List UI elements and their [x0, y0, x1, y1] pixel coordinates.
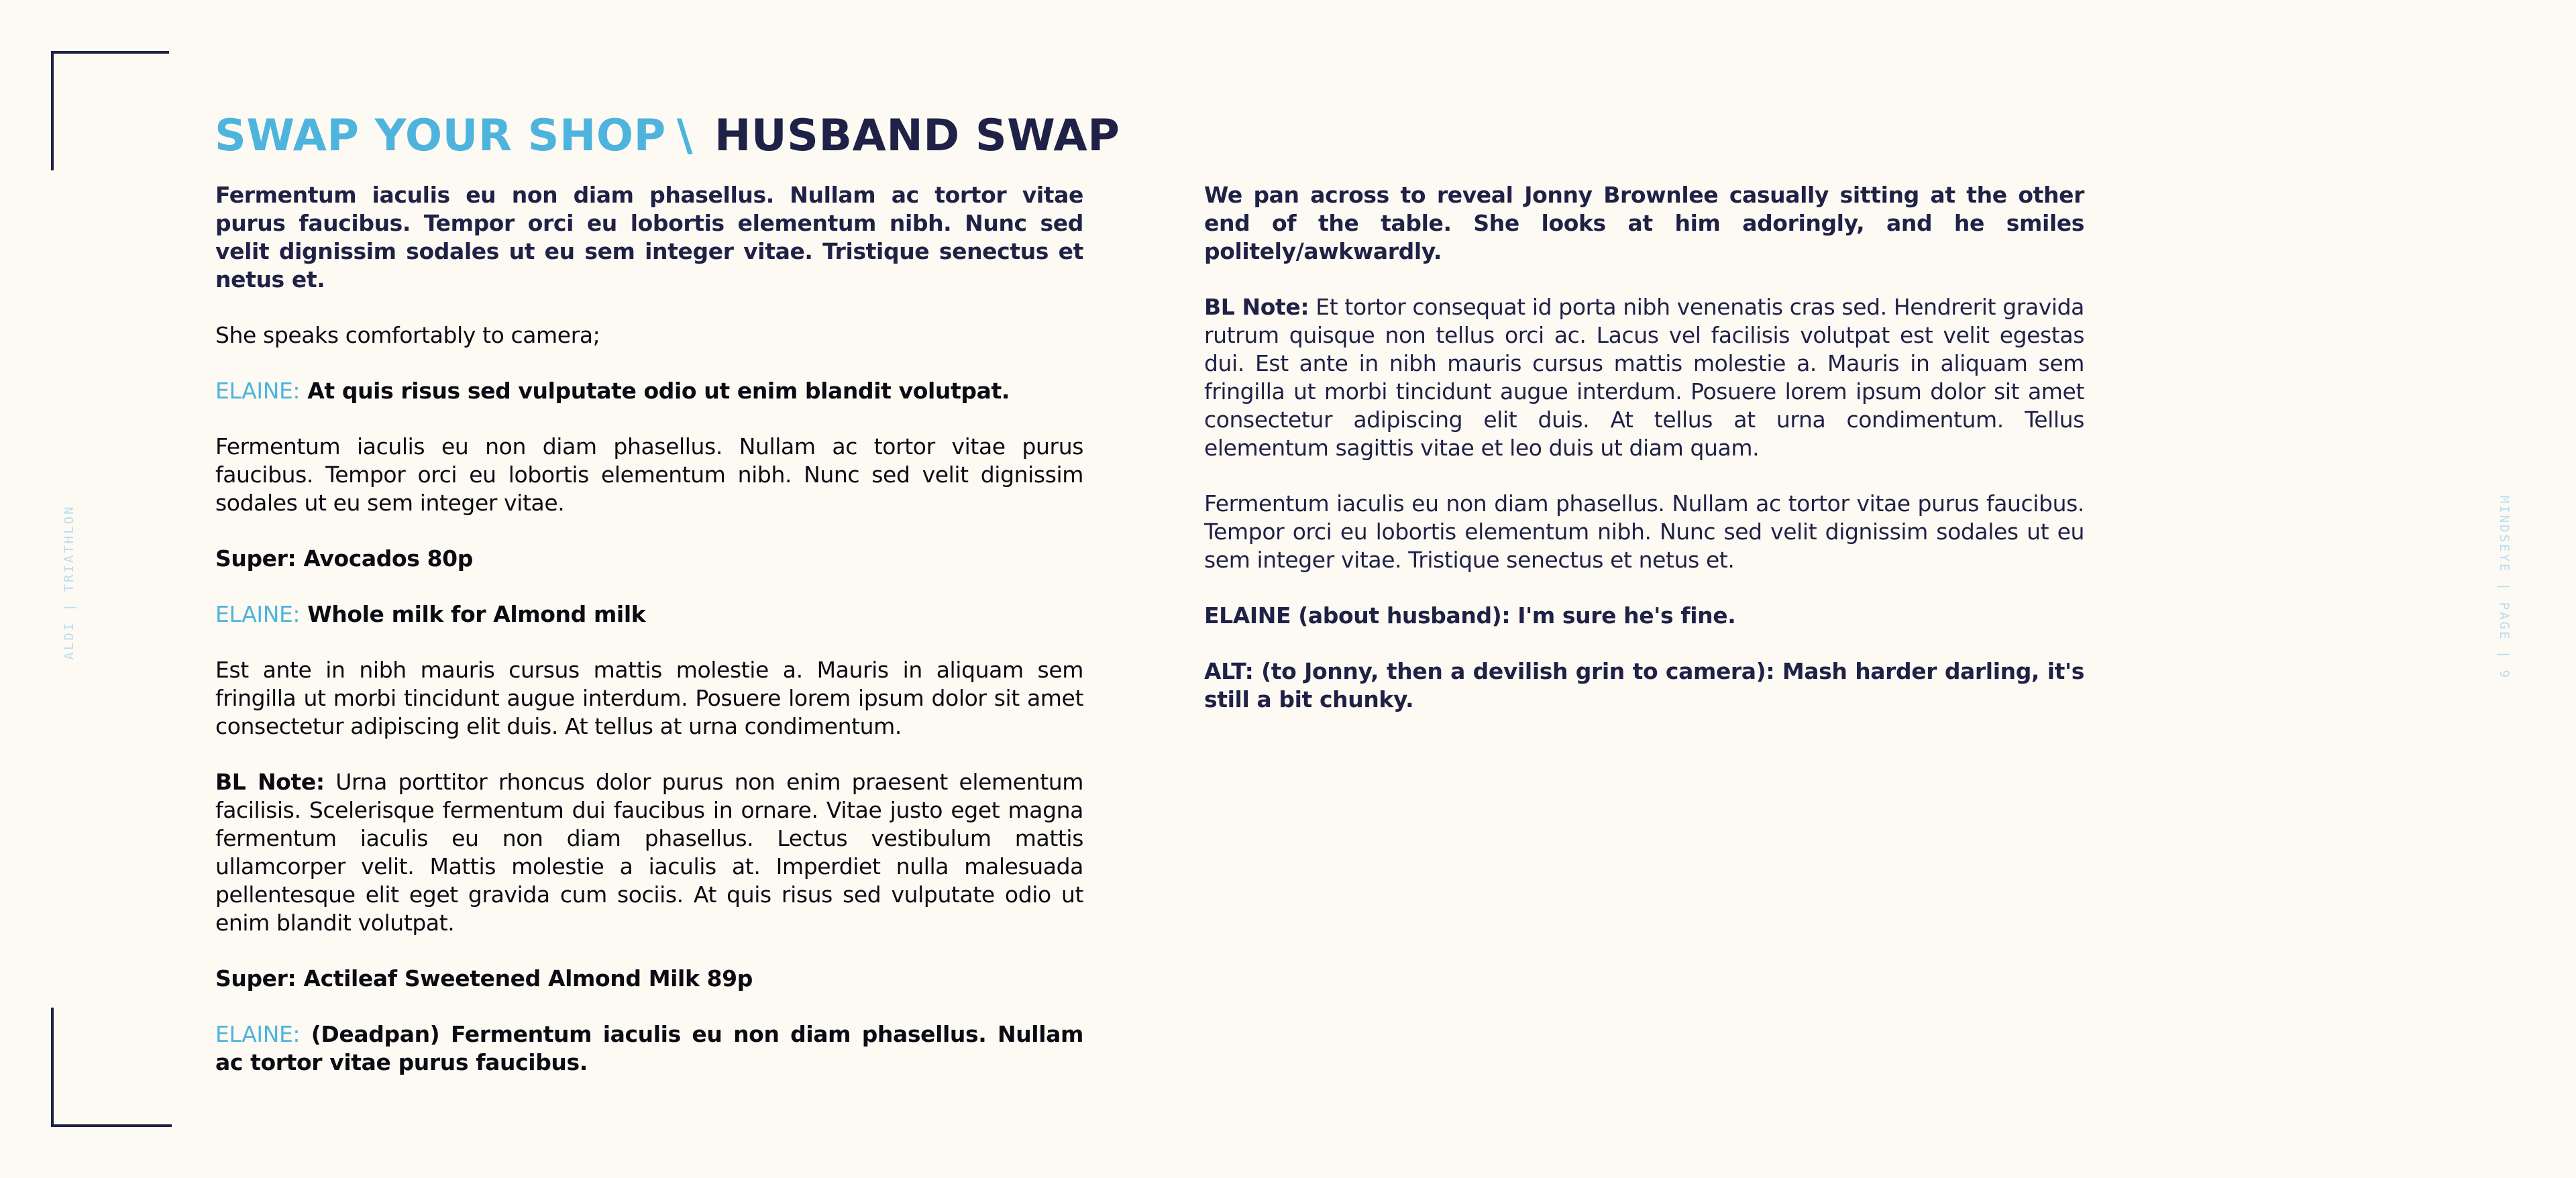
dialogue-text: At quis risus sed vulputate odio ut enim blandit volutpat. [307, 378, 1010, 404]
side-label-right: MINDSEYE | PAGE | 9 [2497, 495, 2512, 680]
side-label-left: ALDI | TRIATHLON [62, 504, 76, 660]
corner-bracket-top [51, 51, 169, 170]
note-text: Urna porttitor rhoncus dolor purus non enim praesent elementum facilisis. Scelerisque fermentum dui faucibus in ornare. Vitae justo eget magna fermentum iaculis eu non diam phasellus. Lectus vestibulum mattis ullamcorper velit. Mattis molestie a iaculis at. Imperdiet nulla malesuada pellentesque elit eget gravida cum sociis. At quis risus sed vulputate odio ut enim blandit volutpat. [215, 769, 1083, 936]
dialogue-line-1 [215, 377, 1083, 405]
note-label: BL Note: [1204, 294, 1309, 320]
bl-note-right [1204, 293, 2084, 462]
note-text: Et tortor consequat id porta nibh venenatis cras sed. Hendrerit gravida rutrum quisque non tellus orci ac. Lacus vel facilisis volutpat est velit egestas dui. Est ante in nibh mauris cursus mattis molestie a. Mauris in aliquam sem fringilla ut morbi tincidunt augue interdum. Posuere lorem ipsum dolor sit amet consectetur adipiscing elit duis. At tellus at urna condimentum. Tellus elementum sagittis vitae et leo duis ut diam quam. [1204, 294, 2084, 461]
title-part-1: SWAP YOUR SHOP [215, 111, 666, 161]
page-title [215, 107, 1120, 165]
right-column [1204, 181, 2084, 741]
dialogue-line-3 [215, 1020, 1083, 1077]
left-column [215, 181, 1083, 1104]
left-intro: Fermentum iaculis eu non diam phasellus. Nullam ac tortor vitae purus faucibus. Tempor orci eu lobortis elementum nibh. Nunc sed velit dignissim sodales ut eu sem integer vitae. Tristique senectus et netus et. [215, 182, 1083, 292]
corner-bracket-bottom [51, 1008, 172, 1127]
right-dialogue-1: ELAINE (about husband): I'm sure he's fine. [1204, 602, 1736, 629]
dialogue-line-2 [215, 600, 1083, 629]
right-intro: We pan across to reveal Jonny Brownlee casually sitting at the other end of the table. She looks at him adoringly, and he smiles politely/awkwardly. [1204, 182, 2084, 264]
left-paragraph-1: Fermentum iaculis eu non diam phasellus. Nullam ac tortor vitae purus faucibus. Tempor orci eu lobortis elementum nibh. Nunc sed velit dignissim sodales ut eu sem integer vitae. [215, 433, 1083, 516]
dialogue-text: (Deadpan) Fermentum iaculis eu non diam phasellus. Nullam ac tortor vitae purus faucibus. [215, 1021, 1083, 1075]
right-dialogue-2: ALT: (to Jonny, then a devilish grin to camera): Mash harder darling, it's still a bit chunky. [1204, 658, 2084, 712]
note-label: BL Note: [215, 769, 325, 795]
super-1: Super: Avocados 80p [215, 545, 473, 572]
speaker-label: ELAINE: [215, 1021, 301, 1047]
left-paragraph-2: Est ante in nibh mauris cursus mattis molestie a. Mauris in aliquam sem fringilla ut morbi tincidunt augue interdum. Posuere lorem ipsum dolor sit amet consectetur adipiscing elit duis. At tellus at urna condimentum. [215, 657, 1083, 739]
speaker-label: ELAINE: [215, 378, 301, 404]
right-paragraph-1: Fermentum iaculis eu non diam phasellus. Nullam ac tortor vitae purus faucibus. Tempor orci eu lobortis elementum nibh. Nunc sed velit dignissim sodales ut eu sem integer vitae. Tristique senectus et netus et. [1204, 490, 2084, 573]
stage-direction: She speaks comfortably to camera; [215, 322, 600, 348]
dialogue-text: Whole milk for Almond milk [307, 601, 646, 627]
title-part-2: HUSBAND SWAP [714, 111, 1120, 161]
bl-note-left [215, 768, 1083, 937]
super-2: Super: Actileaf Sweetened Almond Milk 89p [215, 965, 753, 992]
speaker-label: ELAINE: [215, 601, 301, 627]
title-separator: \ [676, 111, 693, 161]
